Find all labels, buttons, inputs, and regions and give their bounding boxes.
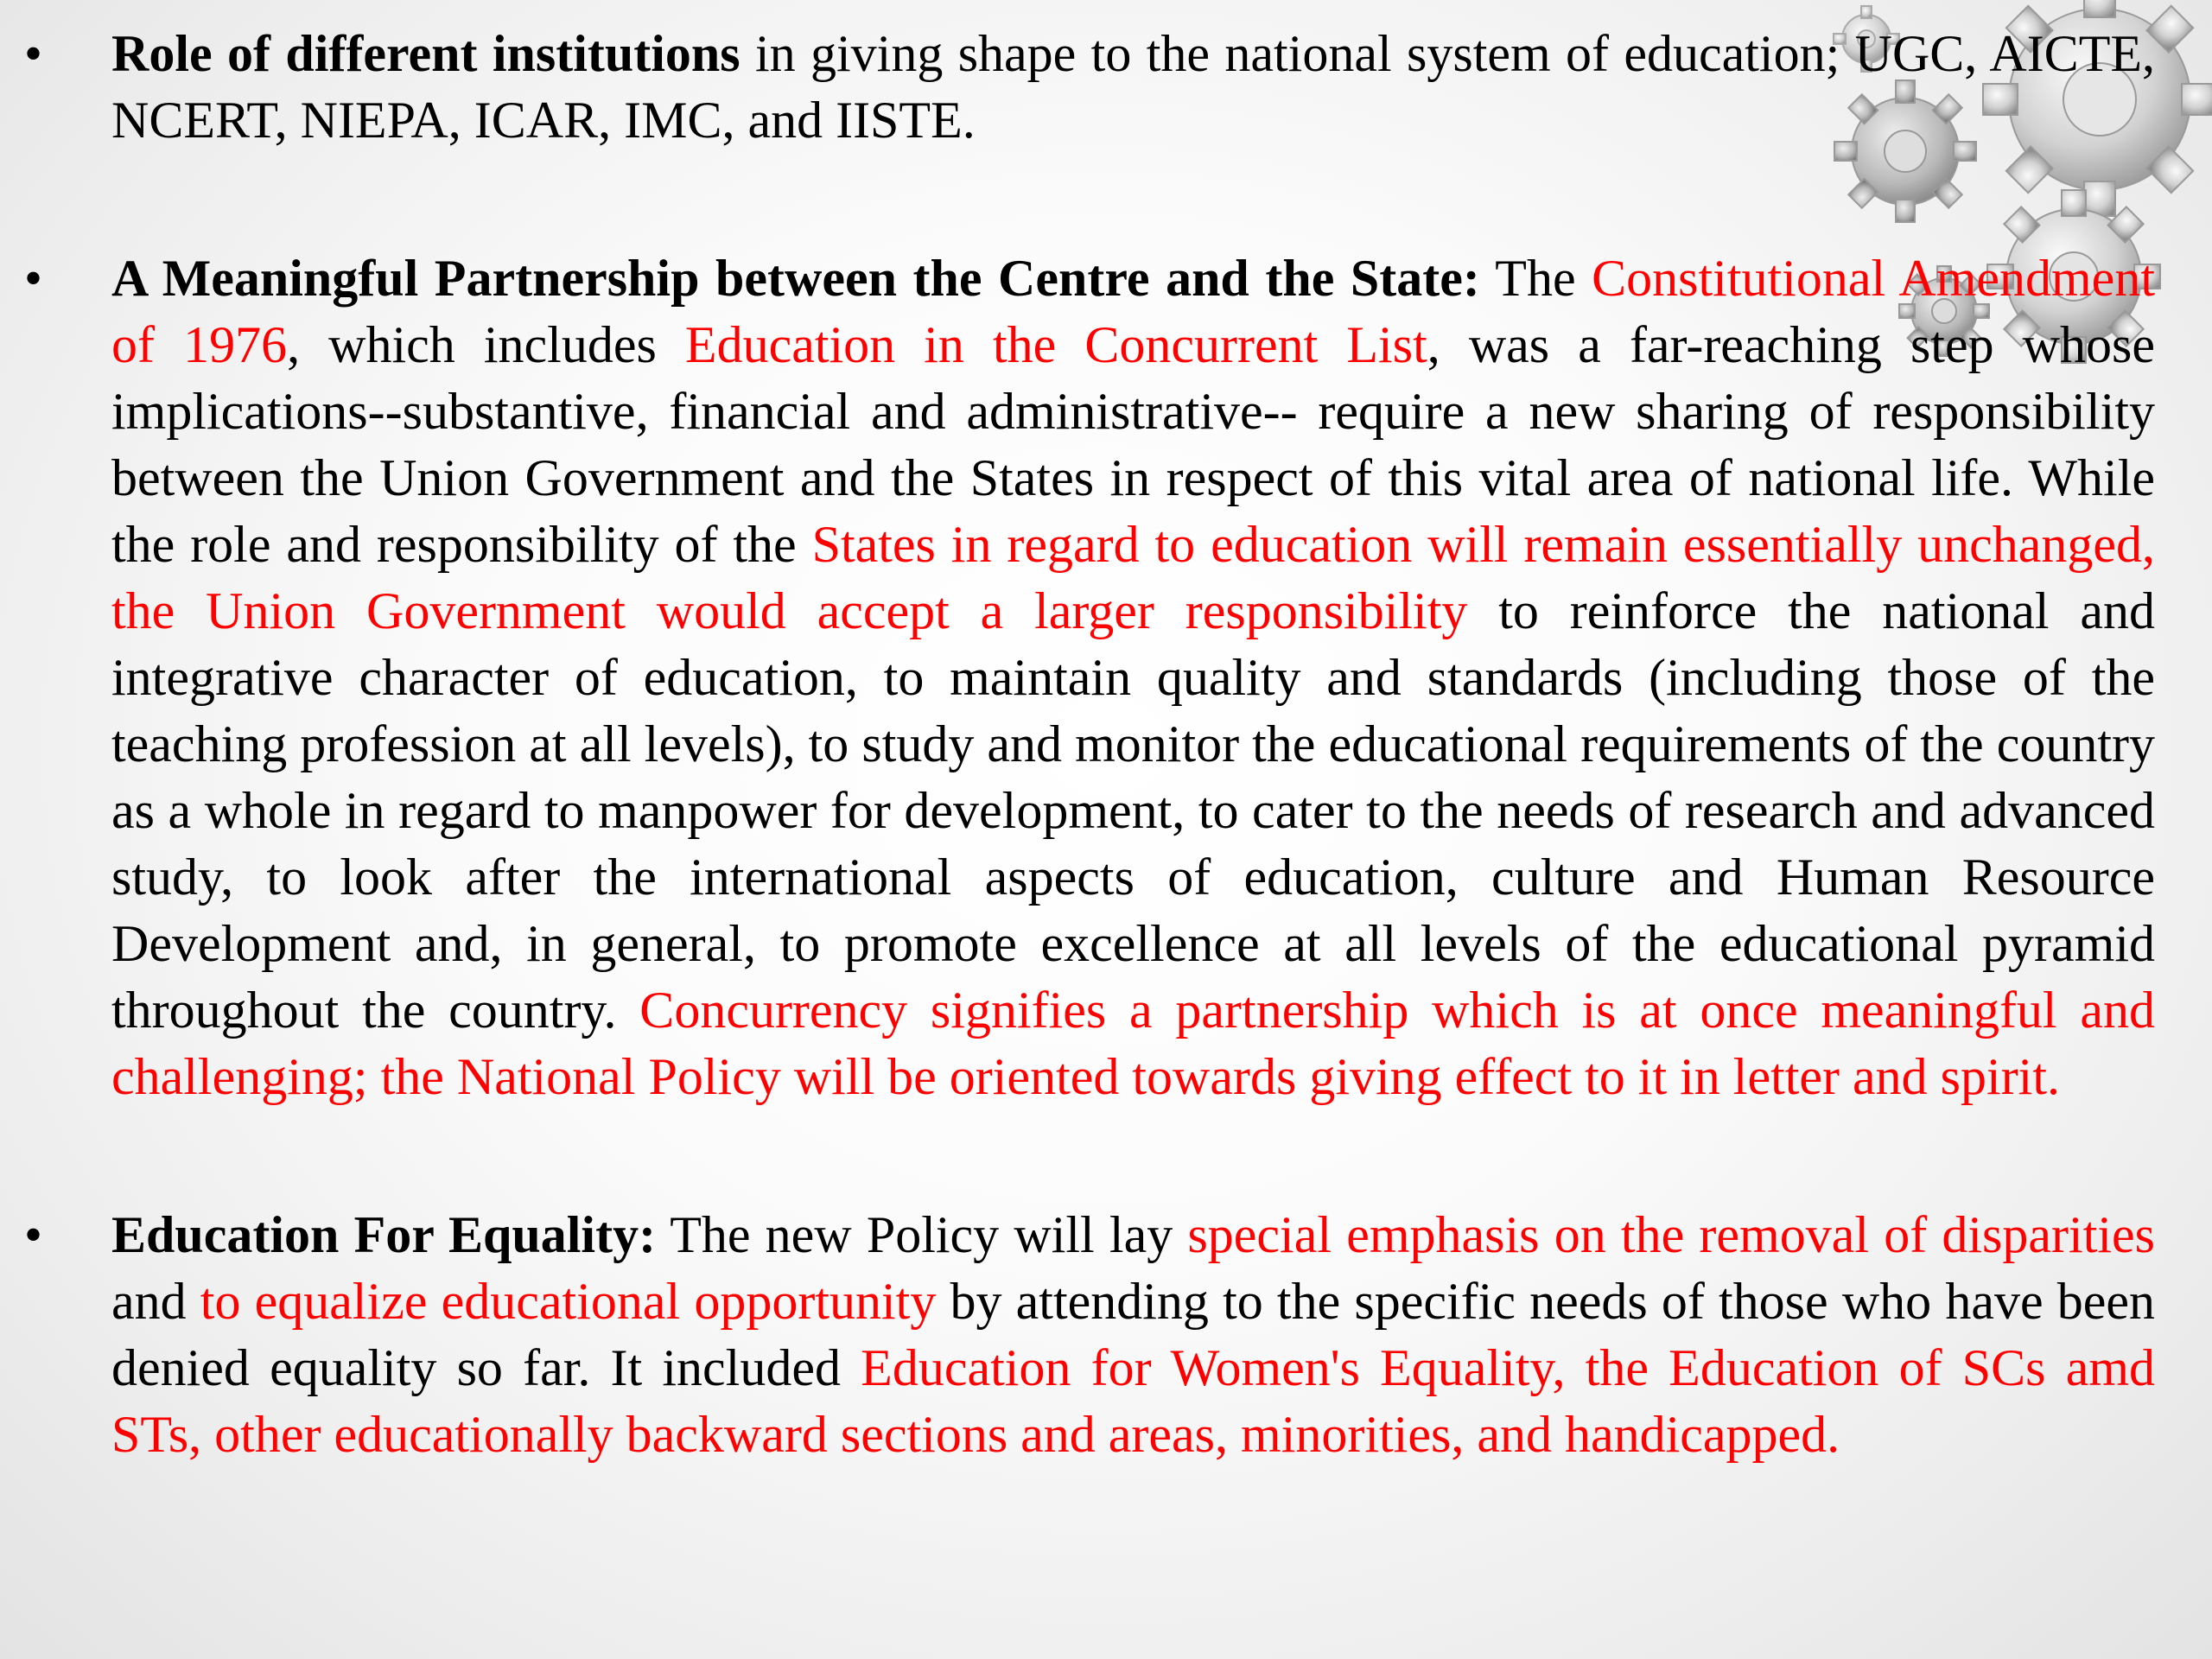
highlighted-text: Concurrency signifies a partnership which is at once meaningful and challenging; the National Policy will be oriented towards giving effect to it in letter and spirit.	[111, 982, 2155, 1105]
bullet-heading: A Meaningful Partnership between the Centre and the State:	[111, 250, 1480, 307]
body-text: The new Policy will lay	[656, 1206, 1188, 1263]
highlighted-text: Education in the Concurrent List	[684, 316, 1427, 373]
highlighted-text: special emphasis on the removal of disparities	[1187, 1206, 2156, 1263]
bullet-list	[0, 21, 2212, 1468]
bullet-institutions	[0, 21, 2212, 154]
highlighted-text: States in regard to education will remain essentially unchanged, the Union Government would accept a larger responsibility	[111, 516, 2156, 639]
body-text: and	[111, 1273, 200, 1330]
body-text: to reinforce the national and integrative character of education, to maintain quality and standards (including those of the teaching profession at all levels), to study and monitor the educational requirements of the country as a whole in regard to manpower for development, to cater to the needs of research and advanced study, to look after the international aspects of education, culture and Human Resource Development and, in general, to promote excellence at all levels of the educational pyramid throughout the country.	[111, 582, 2155, 1039]
bullet-marker: •	[24, 25, 43, 82]
bullet-equality	[0, 1202, 2212, 1468]
highlighted-text: Education for Women's Equality, the Education of SCs amd STs, other educationally backward sections and areas, minorities, and handicapped.	[111, 1339, 2155, 1463]
highlighted-text: Constitutional Amendment of 1976	[111, 250, 2155, 373]
bullet-marker: •	[24, 250, 43, 307]
body-text: The	[1479, 250, 1592, 307]
bullet-text	[111, 245, 2155, 1110]
body-text: by attending to the specific needs of those who have been denied equality so far. It included	[111, 1273, 2155, 1396]
bullet-heading: Education For Equality:	[111, 1206, 657, 1263]
bullet-text	[111, 21, 2155, 154]
highlighted-text: to equalize educational opportunity	[200, 1273, 937, 1330]
body-text: , which includes	[287, 316, 685, 373]
bullet-partnership	[0, 245, 2212, 1110]
bullet-heading: Role of different institutions	[111, 25, 741, 82]
bullet-marker: •	[24, 1206, 43, 1263]
bullet-body: in giving shape to the national system of education; UGC, AICTE, NCERT, NIEPA, ICAR, IMC, and IISTE.	[111, 25, 2155, 149]
body-text: , was a far-reaching step whose implications--substantive, financial and administrative-- require a new sharing of responsibility between the Union Government and the States in respect of this vital area of national life. While the role and responsibility of the	[111, 316, 2155, 573]
bullet-text	[111, 1202, 2155, 1468]
